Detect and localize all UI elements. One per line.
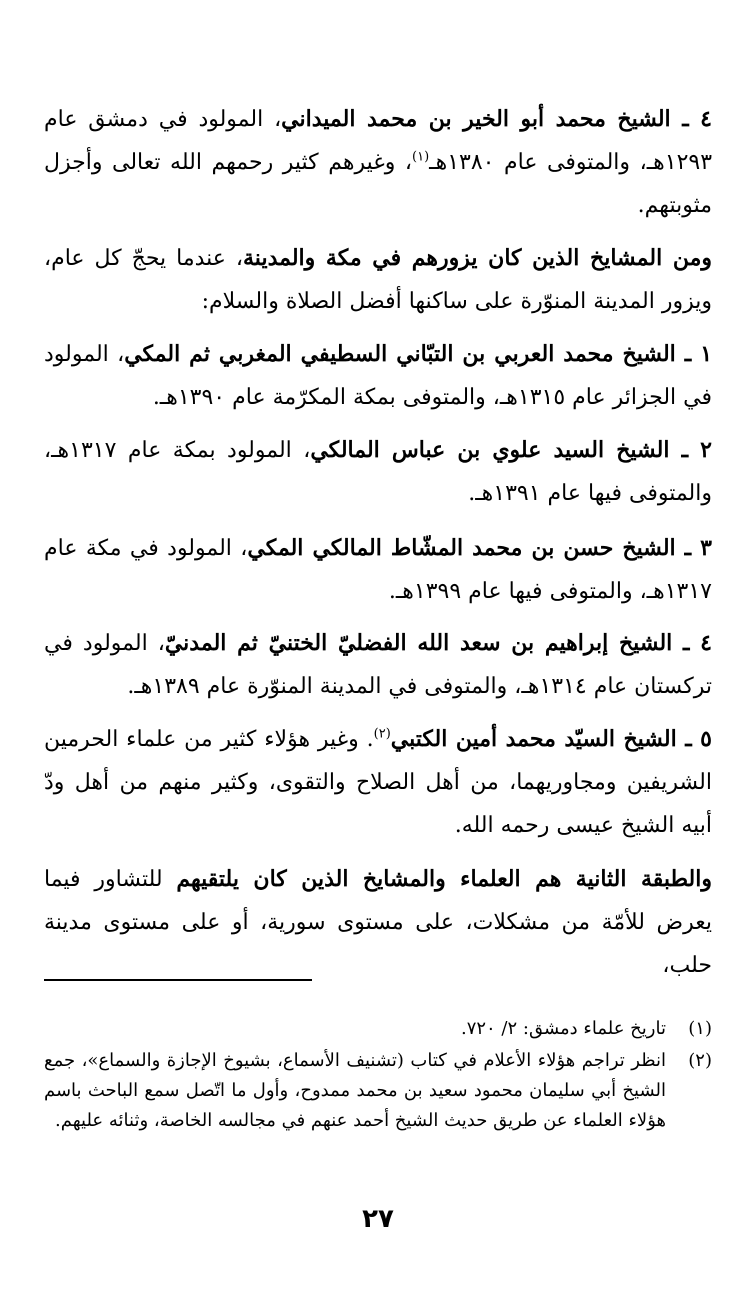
paragraph-5: [44, 527, 712, 613]
paragraph-3: [44, 333, 712, 419]
footnote-2: [44, 1046, 712, 1136]
paragraph-3-text: ، المولود في الجزائر عام ١٣١٥هـ، والمتوفى بمكة المكرّمة عام ١٣٩٠هـ.: [44, 342, 712, 410]
paragraph-8: [44, 858, 712, 987]
paragraph-7: [44, 718, 712, 847]
footnote-1-number: (١): [688, 1018, 712, 1039]
paragraph-7-bold: ٥ ـ الشيخ السيّد محمد أمين الكتبي: [390, 726, 712, 752]
paragraph-1: [44, 98, 712, 227]
paragraph-1-bold: ٤ ـ الشيخ محمد أبو الخير بن محمد الميداني: [281, 106, 712, 132]
paragraph-2: [44, 237, 712, 323]
paragraph-3-bold: ١ ـ الشيخ محمد العربي بن التبّاني السطيفي المغربي ثم المكي: [124, 341, 713, 367]
paragraph-2-bold: ومن المشايخ الذين كان يزورهم في مكة والمدينة: [243, 245, 712, 271]
page-number: ٢٧: [362, 1204, 394, 1234]
paragraph-6-bold: ٤ ـ الشيخ إبراهيم بن سعد الله الفضليّ الختنيّ ثم المدنيّ: [164, 630, 712, 656]
paragraph-8-text: للتشاور فيما يعرض للأمّة من مشكلات، على مستوى سورية، أو على مستوى مدينة حلب،: [44, 867, 712, 978]
paragraph-1-text: ، المولود في دمشق عام ١٢٩٣هـ، والمتوفى عام ١٣٨٠هـ: [44, 107, 713, 175]
paragraph-6: [44, 622, 712, 708]
paragraph-8-bold: والطبقة الثانية هم العلماء والمشايخ الذين كان يلتقيهم: [176, 866, 712, 892]
paragraph-7-tail: . وغير هؤلاء كثير من علماء الحرمين الشريفين ومجاوريهما، من أهل الصلاح والتقوى، وكثير منهم من أهل ودّ أبيه الشيخ عيسى رحمه الله.: [44, 727, 712, 838]
footnote-2-text: انظر تراجم هؤلاء الأعلام في كتاب (تشنيف الأسماع، بشيوخ الإجازة والسماع»، جمع الشيخ أبي سليمان محمود سعيد بن محمد ممدوح، وأول ما اتّصل سمع الباحث باسم هؤلاء العلماء عن طريق حديث الشيخ أحمد عنهم في مجالسه الخاصة، وثنائه عليهم.: [44, 1050, 666, 1131]
footnote-2-number: (٢): [688, 1050, 712, 1071]
paragraph-4-text: ، المولود بمكة عام ١٣١٧هـ، والمتوفى فيها عام ١٣٩١هـ.: [44, 438, 712, 506]
paragraph-5-bold: ٣ ـ الشيخ حسن بن محمد المشّاط المالكي المكي: [247, 535, 712, 561]
paragraph-2-text: ، عندما يحجّ كل عام، ويزور المدينة المنوّرة على ساكنها أفضل الصلاة والسلام:: [44, 246, 712, 314]
footnote-ref-2: (٢): [373, 726, 391, 742]
paragraph-5-text: ، المولود في مكة عام ١٣١٧هـ، والمتوفى فيها عام ١٣٩٩هـ.: [44, 536, 712, 604]
footnote-separator: [44, 979, 312, 981]
footnote-1: [44, 1014, 712, 1044]
paragraph-6-text: ، المولود في تركستان عام ١٣١٤هـ، والمتوفى في المدينة المنوّرة عام ١٣٨٩هـ.: [44, 631, 712, 699]
paragraph-4-bold: ٢ ـ الشيخ السيد علوي بن عباس المالكي: [310, 437, 712, 463]
footnote-1-text: تاريخ علماء دمشق: ٢/ ٧٢٠.: [460, 1018, 666, 1039]
paragraph-1-tail: ، وغيرهم كثير رحمهم الله تعالى وأجزل مثوبتهم.: [44, 150, 712, 218]
paragraph-4: [44, 429, 712, 515]
footnote-ref-1: (١): [412, 149, 430, 165]
